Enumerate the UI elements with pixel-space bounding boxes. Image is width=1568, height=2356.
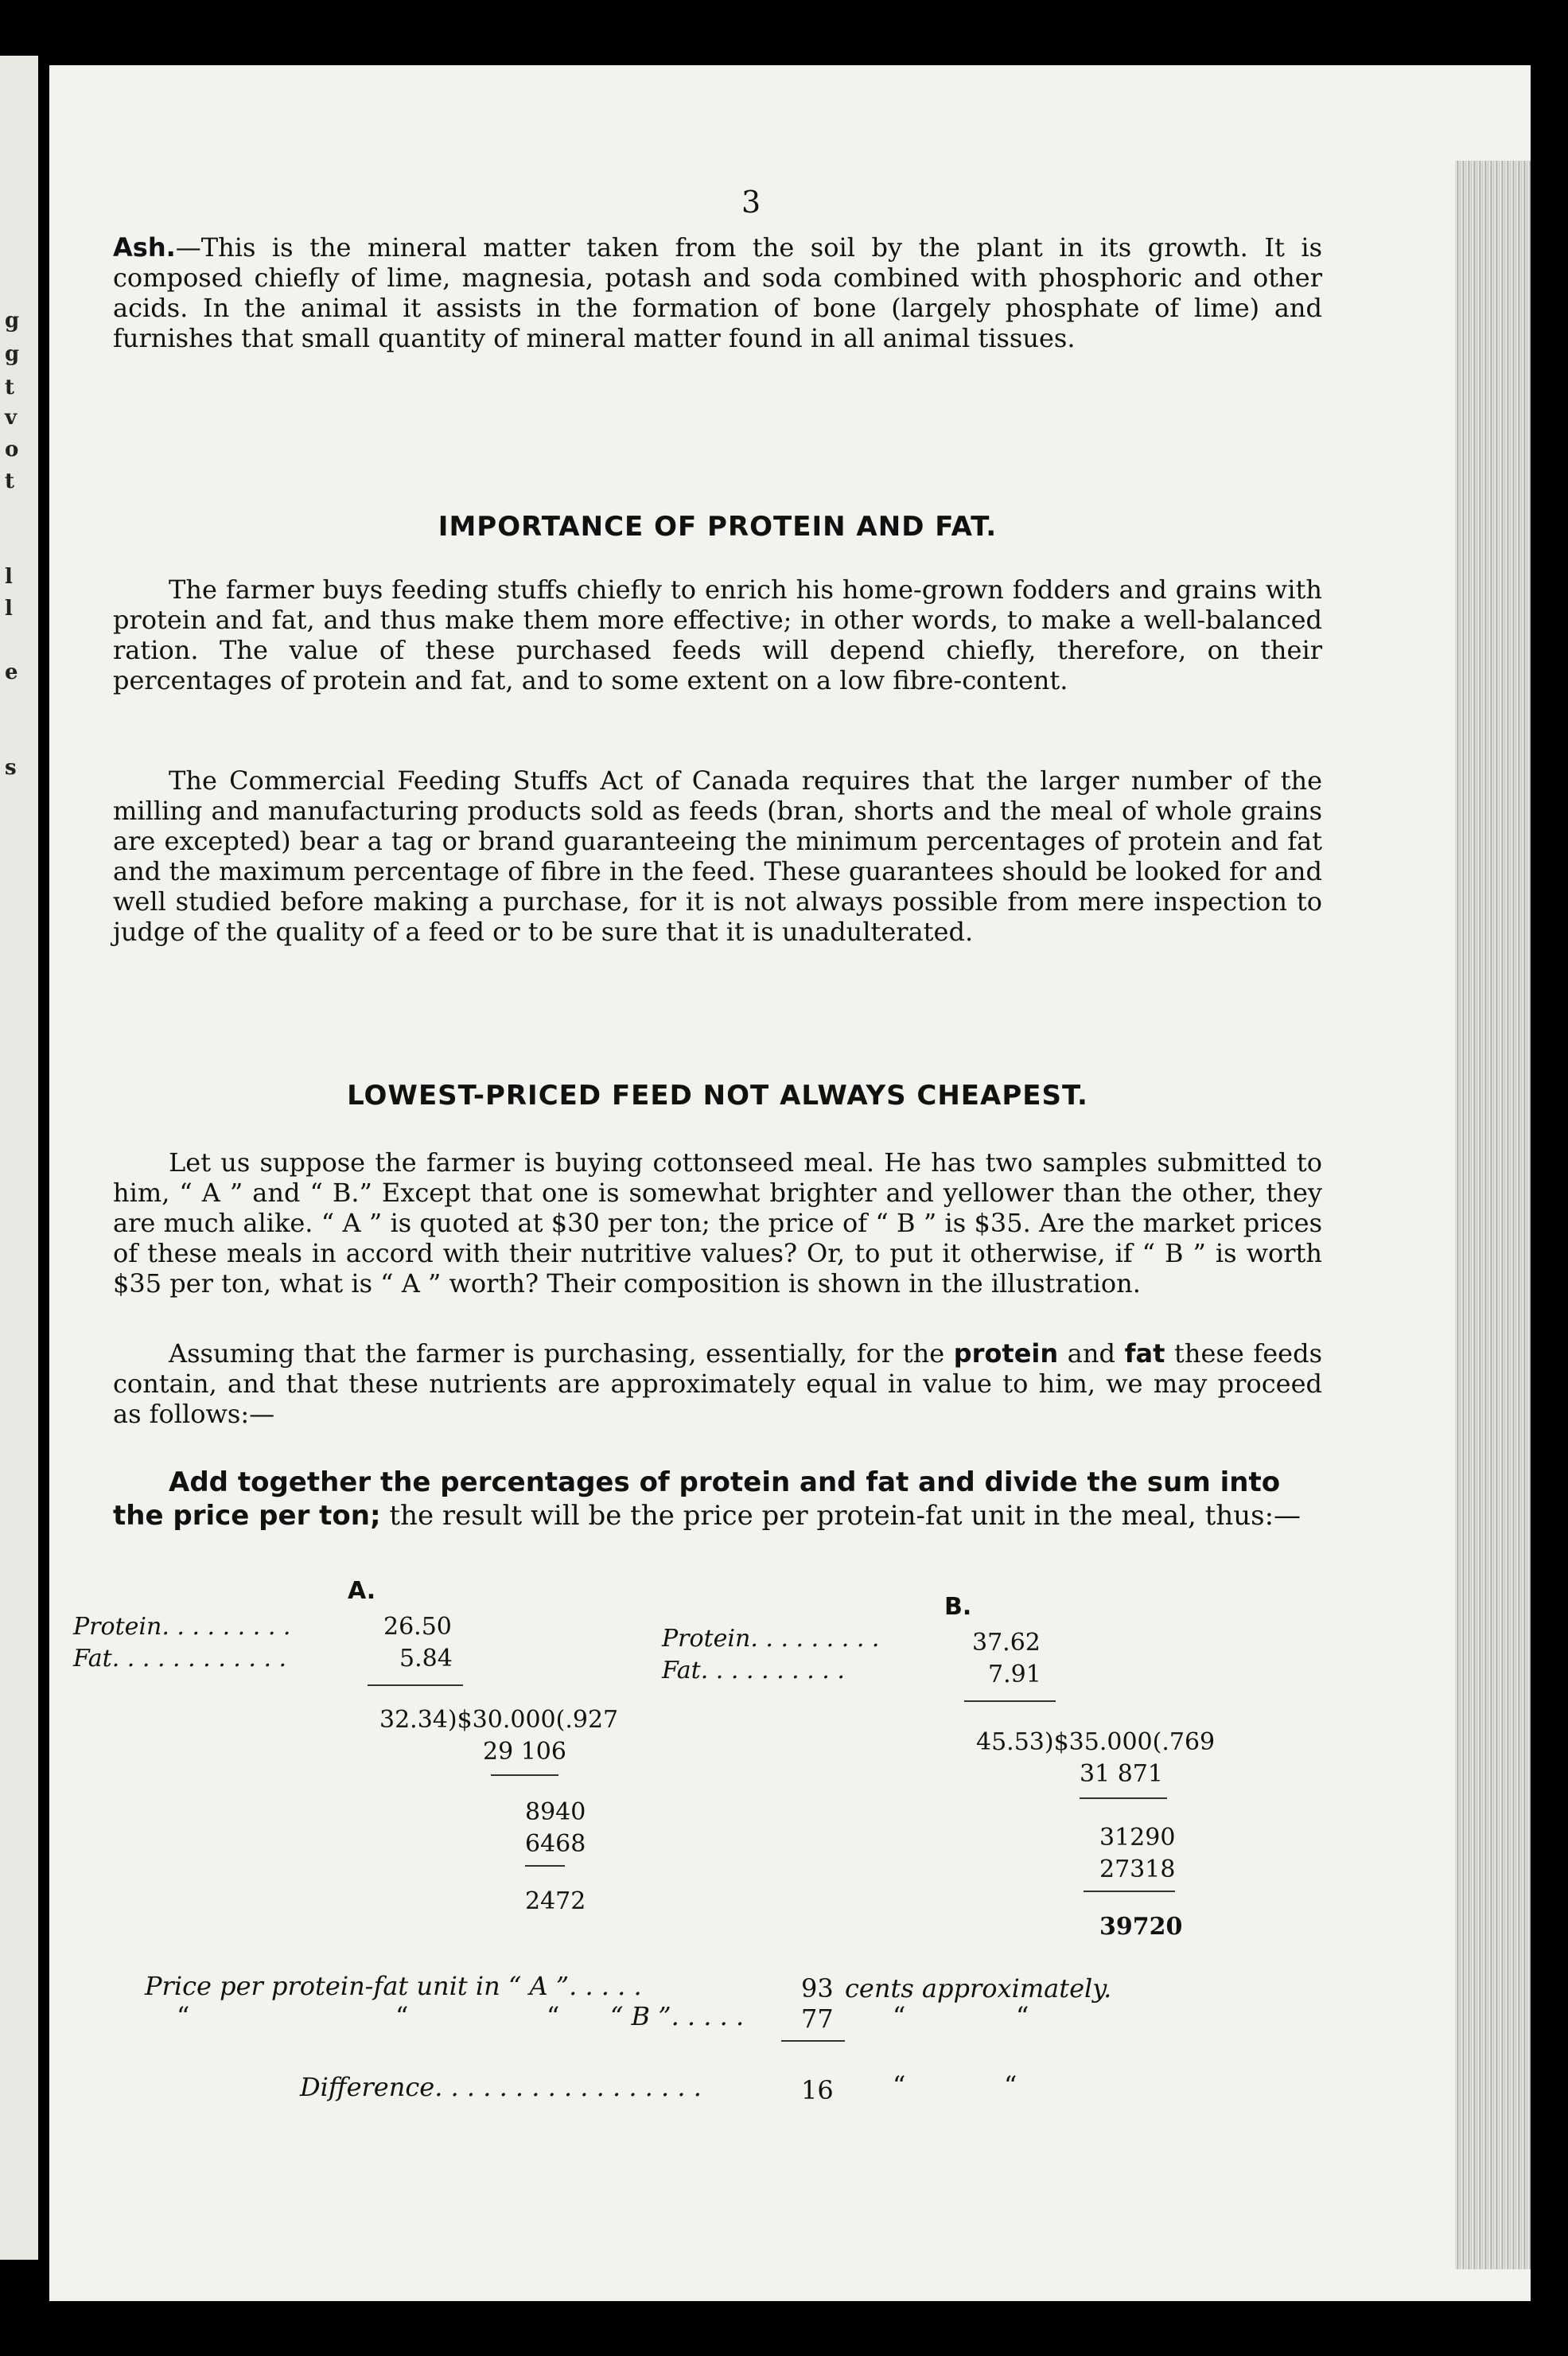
summary-difference-value: 16 — [801, 2075, 834, 2105]
ash-paragraph — [113, 232, 1322, 353]
calc-a-protein-label: Protein. . . . . . . . . — [73, 1613, 291, 1641]
calc-b-title: B. — [944, 1593, 972, 1621]
calc-b-rule2 — [1084, 1891, 1175, 1892]
rule-bold: Add together the percentages of protein and fat and divide the sum into the price per ton; — [113, 1466, 1281, 1532]
facing-char: g — [5, 309, 20, 333]
paragraph-farmer-buys: The farmer buys feeding stuffs chiefly to enrich his home-grown fodders and grains with protein and fat, and thus make them more effective; in other words, to make a well-balanced ration. The value of these purchased feeds will depend chiefly, therefore, on their percentages of protein and fat, and to some extent on a low fibre-content. — [113, 574, 1322, 695]
assuming-text-a: Assuming that the farmer is purchasing, essentially, for the — [169, 1338, 954, 1369]
calc-a-rule1 — [491, 1774, 558, 1776]
summary-b-ditto2: “ — [395, 2001, 409, 2031]
calc-a-protein-value: 26.50 — [383, 1613, 452, 1641]
calc-a-division: 32.34)$30.000(.927 — [379, 1706, 619, 1734]
summary-rule — [781, 2040, 845, 2042]
calc-a-step4: 2472 — [525, 1887, 586, 1915]
calc-a-sum-rule — [368, 1684, 463, 1686]
protein-bold: protein — [953, 1338, 1059, 1369]
summary-a-value: 93 — [801, 1973, 834, 2004]
calc-b-rule1 — [1080, 1797, 1167, 1799]
calc-b-step2: 31290 — [1099, 1824, 1176, 1852]
calc-a-step2: 8940 — [525, 1798, 586, 1826]
summary-difference-unit2: “ — [1004, 2070, 1017, 2101]
facing-char: t — [5, 376, 15, 399]
paragraph-assuming — [113, 1338, 1322, 1429]
summary-b-label: “ B ”. . . . . — [610, 2001, 745, 2031]
calc-b-protein-value: 37.62 — [972, 1629, 1041, 1657]
ash-text: —This is the mineral matter taken from the soil by the plant in its growth. It is composed chiefly of lime, magnesia, potash and soda combined with phosphoric and other acids. In the animal it assists in the formation of bone (largely phosphate of lime) and furnishes that small quantity of mineral matter found in all animal tissues. — [113, 232, 1322, 353]
summary-b-unit1: “ — [893, 2001, 906, 2031]
summary-b-ditto1: “ — [177, 2001, 190, 2031]
paragraph-feeding-stuffs-act: The Commercial Feeding Stuffs Act of Canada requires that the larger number of the milling and manufacturing products sold as feeds (bran, shorts and the meal of whole grains are excepted) bear a tag or brand guaranteeing the minimum percentages of protein and fat and the maximum percentage of fibre in the feed. These guarantees should be looked for and well studied before making a purchase, for it is not always possible from mere inspection to judge of the quality of a feed or to be sure that it is unadulterated. — [113, 765, 1322, 947]
summary-difference-label: Difference. . . . . . . . . . . . . . . . . — [300, 2072, 702, 2102]
ash-lead: Ash. — [113, 232, 176, 263]
page-number: 3 — [741, 185, 761, 220]
facing-char: s — [5, 756, 17, 780]
heading-lowest-priced: LOWEST-PRICED FEED NOT ALWAYS CHEAPEST. — [347, 1080, 1088, 1112]
calc-b-step3: 27318 — [1099, 1856, 1176, 1883]
facing-char: t — [5, 469, 15, 493]
calc-b-fat-label: Fat. . . . . . . . . . — [662, 1657, 845, 1684]
calc-b-step1: 31 871 — [1080, 1760, 1163, 1788]
calc-a-title: A. — [348, 1577, 376, 1605]
page-edge-stack — [1455, 161, 1531, 2269]
summary-difference-unit1: “ — [893, 2070, 906, 2101]
calc-a-step3: 6468 — [525, 1830, 586, 1858]
summary-a-label: Price per protein-fat unit in “ A ”. . . . . — [145, 1971, 642, 2001]
calc-b-fat-value: 7.91 — [988, 1661, 1041, 1688]
calc-b-protein-label: Protein. . . . . . . . . — [662, 1625, 880, 1653]
rule-rest: the result will be the price per protein-fat unit in the meal, thus:— — [380, 1500, 1301, 1532]
summary-a-unit: cents approximately. — [845, 1973, 1112, 2004]
facing-char: v — [5, 406, 18, 430]
assuming-text-b: and — [1058, 1338, 1125, 1369]
calc-a-fat-label: Fat. . . . . . . . . . . . — [73, 1645, 287, 1673]
summary-b-value: 77 — [801, 2004, 834, 2034]
assuming-text-c: these feeds contain, and that these nutrients are approximately equal in value to him, we may proceed as follows:— — [113, 1338, 1323, 1429]
facing-char: l — [5, 597, 13, 621]
heading-protein-fat: IMPORTANCE OF PROTEIN AND FAT. — [438, 511, 998, 543]
facing-char: g — [5, 342, 20, 366]
facing-char: e — [5, 660, 18, 684]
facing-page-sliver — [0, 56, 38, 2260]
facing-char: l — [5, 565, 13, 589]
calc-a-rule2 — [525, 1865, 565, 1867]
calc-b-step4: 39720 — [1099, 1913, 1183, 1941]
document-page — [49, 65, 1531, 2301]
calc-a-step1: 29 106 — [483, 1738, 566, 1766]
calc-b-division: 45.53)$35.000(.769 — [976, 1728, 1216, 1756]
paragraph-cottonseed: Let us suppose the farmer is buying cottonseed meal. He has two samples submitted to him, “ A ” and “ B.” Except that one is somewhat brighter and yellower than the other, they are much alike. “ A ” is quoted at $30 per ton; the price of “ B ” is $35. Are the market prices of these meals in accord with their nutritive values? Or, to put it otherwise, if “ B ” is worth $35 per ton, what is “ A ” worth? Their composition is shown in the illustration. — [113, 1147, 1322, 1299]
rule-statement — [113, 1466, 1338, 1532]
calc-a-fat-value: 5.84 — [399, 1645, 453, 1673]
summary-b-ditto3: “ — [547, 2001, 560, 2031]
fat-bold: fat — [1124, 1338, 1165, 1369]
summary-b-unit2: “ — [1016, 2001, 1029, 2031]
facing-char: o — [5, 438, 19, 461]
calc-b-sum-rule — [964, 1700, 1056, 1702]
